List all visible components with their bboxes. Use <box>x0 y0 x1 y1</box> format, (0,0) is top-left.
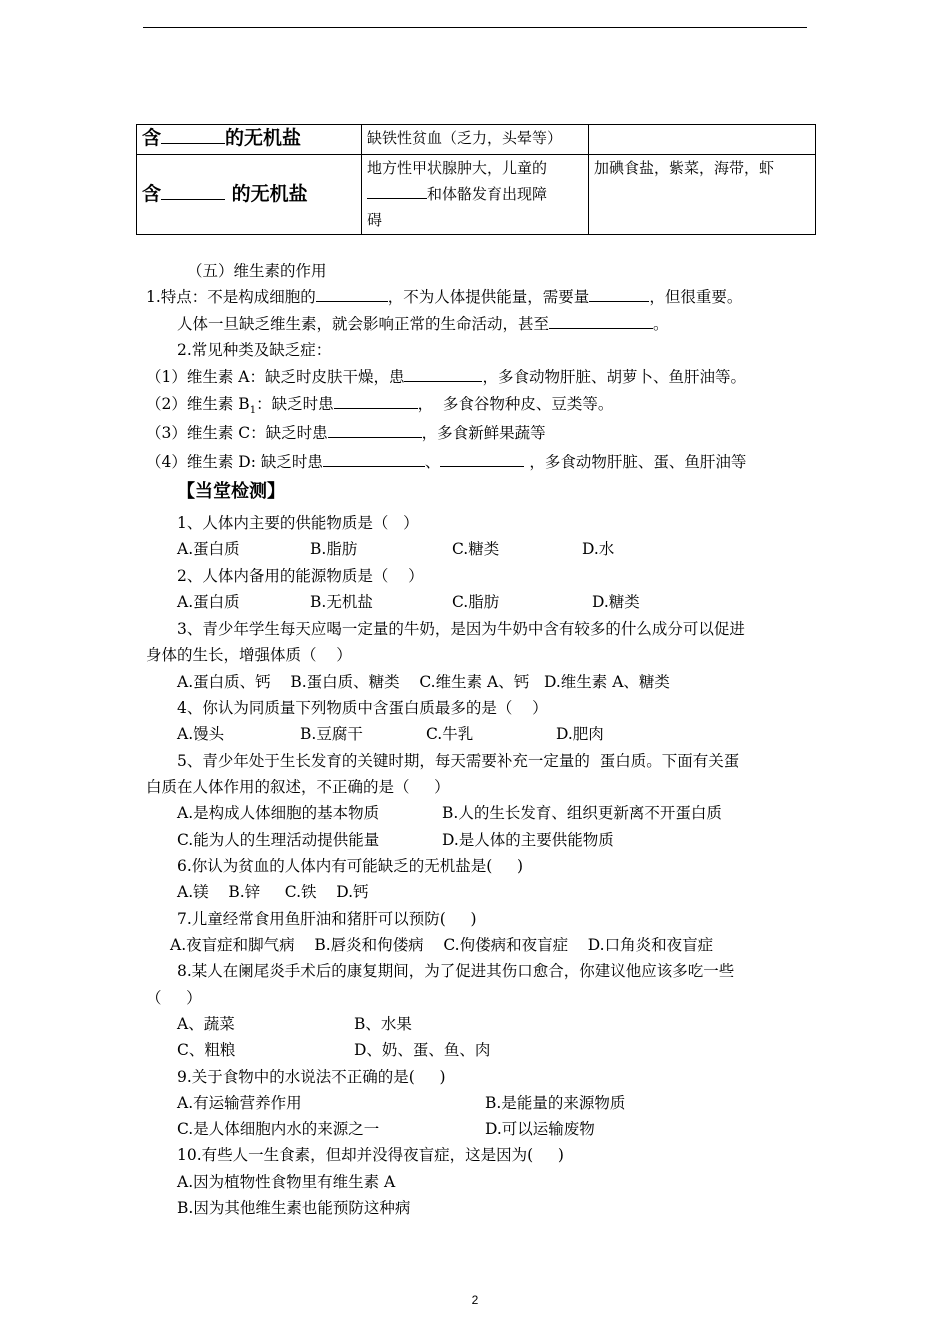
question: 6.你认为贫血的人体内有可能缺乏的无机盐是( ) <box>177 857 524 875</box>
minerals-table <box>136 124 816 235</box>
cell-text: 和体骼发育出现障 <box>427 185 548 203</box>
option: A.蛋白质、钙 B.蛋白质、糖类 C.维生素 A、钙 D.维生素 A、糖类 <box>177 673 670 691</box>
option: C.能为人的生理活动提供能量 <box>177 831 380 849</box>
option: B、水果 <box>354 1015 412 1033</box>
table-cell <box>589 125 816 155</box>
cell-text: 含 <box>142 127 162 149</box>
question: 10.有些人一生食素，但却并没得夜盲症，这是因为( ) <box>177 1146 564 1164</box>
page-number: 2 <box>471 1293 479 1307</box>
option: A.镁 B.锌 C.铁 D.钙 <box>177 883 369 901</box>
option: D.可以运输废物 <box>485 1120 595 1138</box>
table-cell <box>137 125 362 155</box>
question: 7.儿童经常食用鱼肝油和猪肝可以预防( ) <box>177 910 477 928</box>
question: 5、青少年处于生长发育的关键时期，每天需要补充一定量的 蛋白质。下面有关蛋 <box>177 752 740 770</box>
text-line: （2）维生素 $B_1$：缺乏时患 ， 多食谷物种皮、豆类等。 <box>146 395 614 417</box>
blank-line <box>161 185 225 200</box>
option: A.夜盲症和脚气病 B.唇炎和佝偻病 C.佝偻病和夜盲症 D.口角炎和夜盲症 <box>170 936 714 954</box>
text-line: 1.特点：不是构成细胞的 ，不为人体提供能量，需要量 ，但很重要。 <box>146 288 743 306</box>
option: C.牛乳 <box>426 725 474 743</box>
table-cell <box>362 155 589 235</box>
cell-text: 加碘食盐，紫菜，海带，虾 <box>594 159 775 177</box>
option: B.人的生长发育、组织更新离不开蛋白质 <box>442 804 722 822</box>
question: 8.某人在阑尾炎手术后的康复期间，为了促进其伤口愈合，你建议他应该多吃一些 <box>177 962 735 980</box>
blank-line <box>161 129 225 144</box>
table-row <box>137 125 816 155</box>
question: 9.关于食物中的水说法不正确的是( ) <box>177 1068 446 1086</box>
section-title: （五）维生素的作用 <box>187 262 327 280</box>
cell-text: 缺铁性贫血（乏力，头晕等） <box>367 129 563 147</box>
option: A、蔬菜 <box>177 1015 235 1033</box>
option: C.是人体细胞内水的来源之一 <box>177 1120 380 1138</box>
question: 白质在人体作用的叙述，不正确的是（ ） <box>146 778 450 796</box>
question: 3、青少年学生每天应喝一定量的牛奶，是因为牛奶中含有较多的什么成分可以促进 <box>177 620 745 638</box>
table-cell <box>589 155 816 235</box>
text-line: 2.常见种类及缺乏症： <box>177 341 332 359</box>
question: 4、你认为同质量下列物质中含蛋白质最多的是（ ） <box>177 699 548 717</box>
option: C.脂肪 <box>452 593 500 611</box>
option: A.是构成人体细胞的基本物质 <box>177 804 380 822</box>
question: 2、人体内备用的能源物质是（ ） <box>177 567 424 585</box>
cell-text: 碍 <box>367 211 383 229</box>
text-line: （4）维生素 D: 缺乏时患 、 ，多食动物肝脏、蛋、鱼肝油等 <box>146 453 747 471</box>
option: A.馒头 <box>177 725 225 743</box>
cell-text: 含 <box>142 183 162 205</box>
option: D.糖类 <box>592 593 640 611</box>
option: A.蛋白质 <box>177 540 240 558</box>
option: A.有运输营养作用 <box>177 1094 302 1112</box>
cell-text: 地方性甲状腺肿大，儿童的 <box>367 159 548 177</box>
table-cell <box>137 155 362 235</box>
text-line: （3）维生素 C：缺乏时患 ，多食新鲜果蔬等 <box>146 424 546 442</box>
blank-line <box>367 184 427 199</box>
text-line: （1）维生素 A：缺乏时皮肤干燥，患 ，多食动物肝脏、胡萝卜、鱼肝油等。 <box>146 368 746 386</box>
option: B.因为其他维生素也能预防这种病 <box>177 1199 411 1217</box>
question: （ ） <box>146 989 202 1007</box>
option: D、奶、蛋、鱼、肉 <box>354 1041 491 1059</box>
option: D.是人体的主要供能物质 <box>442 831 614 849</box>
question: 1、人体内主要的供能物质是（ ） <box>177 514 419 532</box>
table-cell <box>362 125 589 155</box>
option: B.无机盐 <box>310 593 373 611</box>
cell-text: 的无机盐 <box>225 127 302 149</box>
table-row <box>137 155 816 235</box>
header-rule <box>143 27 807 28</box>
option: D.肥肉 <box>556 725 604 743</box>
option: A.蛋白质 <box>177 593 240 611</box>
option: A.因为植物性食物里有维生素 A <box>177 1173 396 1191</box>
text-line: 人体一旦缺乏维生素，就会影响正常的生命活动，甚至 。 <box>177 315 669 333</box>
option: B.脂肪 <box>310 540 358 558</box>
option: B.豆腐干 <box>300 725 363 743</box>
quiz-heading: 【当堂检测】 <box>177 481 285 502</box>
option: C、粗粮 <box>177 1041 236 1059</box>
option: C.糖类 <box>452 540 500 558</box>
question: 身体的生长，增强体质（ ） <box>146 646 352 664</box>
cell-text: 的无机盐 <box>225 183 308 205</box>
option: D.水 <box>582 540 615 558</box>
option: B.是能量的来源物质 <box>485 1094 626 1112</box>
